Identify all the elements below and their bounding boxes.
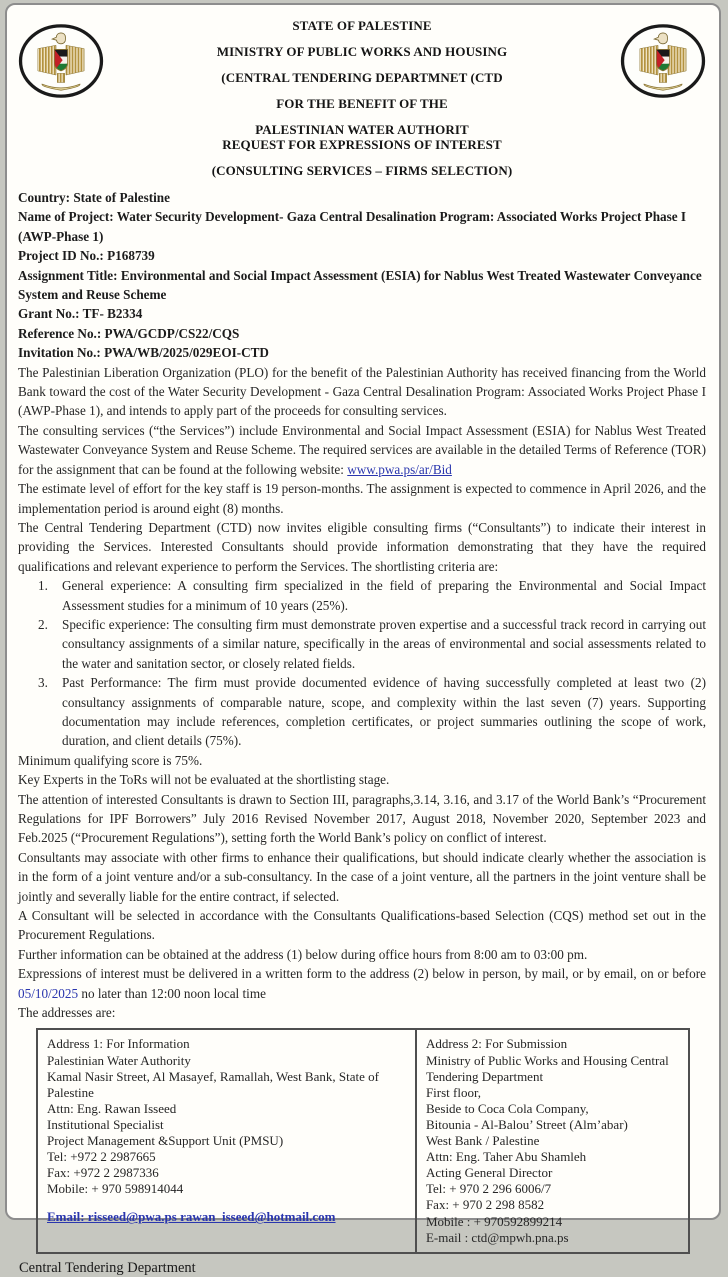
address-2-region: West Bank / Palestine: [425, 1133, 540, 1149]
paragraph-eoi-delivery: [18, 964, 706, 1003]
address-1-mobile: Mobile: + 970 598914044: [47, 1181, 184, 1197]
invitation-number: Invitation No.: PWA/WB/2025/029EOI-CTD: [18, 345, 269, 361]
document-header: [18, 13, 706, 178]
header-title-block: [110, 13, 614, 178]
criterion-1-text: General experience: A consulting firm specialized in the field of preparing the Environmental and Social Impact Assessment studies for a minimum of 10 years (25%).: [62, 578, 706, 613]
paragraph-association: Consultants may associate with other firms to enhance their qualifications, but should indicate clearly whether the association is in the form of a joint venture and/or a sub-consultancy. In the case of a joint venture, all the partners in the joint venture shall be jointly and severally liable for the entire contract, if selected.: [18, 849, 706, 904]
footer-department-label: Central Tendering Department: [19, 1259, 196, 1276]
reference-number: Reference No.: PWA/GCDP/CS22/CQS: [18, 325, 240, 341]
address-1-title: Address 1: For Information: [47, 1036, 190, 1052]
paragraph-financing: The Palestinian Liberation Organization (PLO) for the benefit of the Palestinian Authority has received financing from the World Bank toward the cost of the Water Security Development - Gaza Central Desalination Program: Associated Works Project Phase I (AWP-Phase 1), and intends to apply part of the proceeds for consulting services.: [18, 364, 706, 419]
address-1-street: Kamal Nasir Street, Al Masayef, Ramallah, West Bank, State of Palestine: [47, 1068, 379, 1100]
criterion-1-number: 1.: [38, 578, 48, 594]
address-1-email: [47, 1209, 407, 1225]
shortlisting-criteria-list: [18, 576, 706, 751]
criterion-3-number: 3.: [38, 675, 48, 691]
eoi-delivery-text: Expressions of interest must be delivered in a written form to the address (2) below in person, by mail, or by email, on or before: [18, 966, 706, 982]
address-2-street: Bitounia - Al-Balou’ Street (Alm’abar): [425, 1116, 628, 1132]
address-1-tel: Tel: +972 2 2987665: [47, 1149, 156, 1165]
eoi-delivery-text-after: no later than 12:00 noon local time: [78, 985, 266, 1001]
address-2-landmark: Beside to Coca Cola Company,: [425, 1100, 589, 1116]
address-1-cell: [38, 1030, 417, 1251]
eagle-emblem-icon: [620, 23, 706, 99]
eagle-emblem-icon: [18, 23, 104, 99]
submission-deadline-date: 05/10/2025: [18, 985, 79, 1001]
assignment-title: Assignment Title: Environmental and Social Impact Assessment (ESIA) for Nablus West Treated Wastewater Conveyance System and Reuse Scheme: [18, 267, 702, 303]
email-link[interactable]: Email: risseed@pwa.ps rawan_isseed@hotmail.com: [47, 1209, 336, 1225]
address-2-role: Acting General Director: [425, 1165, 553, 1181]
address-2-mobile: Mobile : + 970592899214: [425, 1213, 563, 1229]
paragraph-effort: The estimate level of effort for the key staff is 19 person-months. The assignment is expected to commence in April 2026, and the implementation period is around eight (8) months.: [18, 481, 706, 516]
address-2-cell: [417, 1030, 688, 1251]
project-info-block: [18, 188, 706, 363]
criterion-3-text: Past Performance: The firm must provide documented evidence of having successfully completed at least two (2) consultancy assignments of comparable nature, scope, and complexity within the last seven (7) years. Supporting documentation may include references, completion certificates, or project summaries outlining the scope of work, duration, and client details (75%).: [62, 675, 706, 749]
address-2-tel: Tel: + 970 2 296 6006/7: [425, 1181, 552, 1197]
paragraph-selection-method: A Consultant will be selected in accordance with the Consultants Qualifications-based Selection (CQS) method set out in the Procurement Regulations.: [18, 908, 706, 943]
paragraph-invitation: The Central Tendering Department (CTD) now invites eligible consulting firms (“Consultants”) to indicate their interest in providing the Services. Interested Consultants should provide information demonstrating that they have the required qualifications and relevant experience to perform the Services. The shortlisting criteria are:: [18, 519, 706, 574]
address-1-role: Institutional Specialist: [47, 1116, 164, 1132]
address-2-email: E-mail : ctd@mpwh.pna.ps: [425, 1229, 569, 1245]
address-2-fax: Fax: + 970 2 298 8582: [425, 1197, 545, 1213]
palestine-coat-of-arms-right: [614, 13, 706, 99]
criterion-2-text: Specific experience: The consulting firm must demonstrate proven expertise and a successful track record in carrying out consultancy assignments of a similar nature, specifically in the areas of environmental and social assessments related to the water and sanitation sector, or closely related fields.: [62, 616, 706, 671]
address-1-unit: Project Management &Support Unit (PMSU): [47, 1133, 284, 1149]
paragraph-services-text: The consulting services (“the Services”) include Environmental and Social Impact Assessment (ESIA) for Nablus West Treated Wastewater Conveyance System and Reuse Scheme. The required services are available in the detailed Terms of Reference (TOR) for the assignment that can be found at the following website:: [18, 422, 706, 477]
header-line-pwa: PALESTINIAN WATER AUTHORIT: [255, 122, 469, 137]
paragraph-further-info: Further information can be obtained at the address (1) below during office hours from 8:00 am to 03:00 pm.: [18, 946, 588, 962]
grant-number: Grant No.: TF- B2334: [18, 306, 143, 322]
paragraph-attention: The attention of interested Consultants is drawn to Section III, paragraphs,3.14, 3.16, and 3.17 of the World Bank’s “Procurement Regulations for IPF Borrowers” July 2016 Revised November 2017, August 2018, November 2020, September 2023 and Feb.2025 (“Procurement Regulations”), setting forth the World Bank’s policy on conflict of interest.: [18, 791, 706, 846]
document-page: [5, 3, 721, 1276]
criterion-1: [18, 576, 706, 615]
address-2-attn: Attn: Eng. Taher Abu Shamleh: [425, 1149, 587, 1165]
addresses-table: [36, 1028, 690, 1253]
paragraph-key-experts: Key Experts in the ToRs will not be evaluated at the shortlisting stage.: [18, 772, 390, 788]
tor-website-link[interactable]: www.pwa.ps/ar/Bid: [347, 461, 452, 477]
project-name: Name of Project: Water Security Development- Gaza Central Desalination Program: Associated Works Project Phase I (AWP-Phase 1): [18, 209, 687, 244]
address-2-title: Address 2: For Submission: [425, 1036, 568, 1052]
paragraph-addresses-intro: The addresses are:: [18, 1005, 116, 1021]
address-1-attn: Attn: Eng. Rawan Isseed: [47, 1100, 177, 1116]
project-id: Project ID No.: P168739: [18, 248, 155, 264]
paragraph-services: [18, 421, 706, 479]
address-2-floor: First floor,: [425, 1084, 482, 1100]
criterion-2: [18, 615, 706, 673]
address-2-org: Ministry of Public Works and Housing Central Tendering Department: [425, 1052, 669, 1084]
header-line-state: STATE OF PALESTINE: [292, 18, 432, 33]
address-1-fax: Fax: +972 2 2987336: [47, 1165, 159, 1181]
header-line-ministry: MINISTRY OF PUBLIC WORKS AND HOUSING: [216, 44, 508, 59]
palestine-coat-of-arms-left: [18, 13, 110, 99]
criterion-3: [18, 673, 706, 751]
document-body: [18, 188, 706, 1254]
header-line-reoi: REQUEST FOR EXPRESSIONS OF INTEREST: [222, 137, 502, 152]
criterion-2-number: 2.: [38, 616, 48, 632]
paragraph-min-score: Minimum qualifying score is 75%.: [18, 752, 203, 768]
header-line-ctd: (CENTRAL TENDERING DEPARTMNET (CTD: [221, 70, 503, 85]
header-line-consulting: (CONSULTING SERVICES – FIRMS SELECTION): [211, 163, 513, 178]
header-line-benefit: FOR THE BENEFIT OF THE: [276, 96, 448, 111]
address-1-org: Palestinian Water Authority: [47, 1052, 191, 1068]
project-country: Country: State of Palestine: [18, 190, 170, 205]
